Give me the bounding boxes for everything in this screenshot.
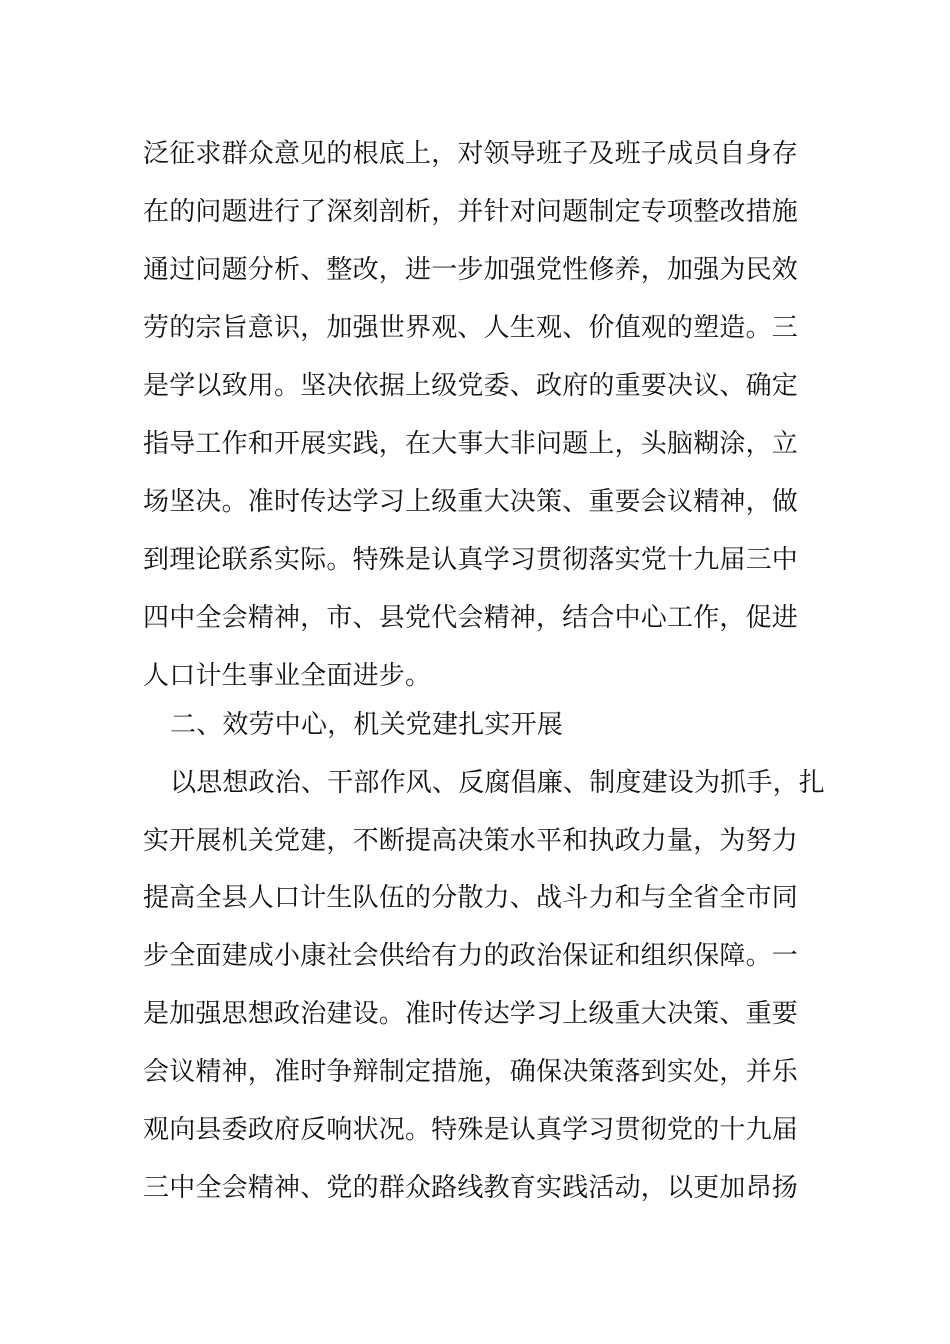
text-line: 步全面建成小康社会供给有力的政治保证和组织保障。一	[143, 941, 799, 971]
text-line: 是学以致用。坚决依据上级党委、政府的重要决议、确定	[143, 371, 799, 401]
text-line: 观向县委政府反响状况。特殊是认真学习贯彻党的十九届	[143, 1115, 799, 1145]
text-line: 到理论联系实际。特殊是认真学习贯彻落实党十九届三中	[143, 545, 799, 575]
text-line: 以思想政治、干部作风、反腐倡廉、制度建设为抓手，扎	[170, 768, 826, 798]
text-line: 通过问题分析、整改，进一步加强党性修养，加强为民效	[143, 255, 799, 285]
text-line: 人口计生事业全面进步。	[143, 661, 432, 691]
text-line: 提高全县人口计生队伍的分散力、战斗力和与全省全市同	[143, 883, 799, 913]
section-heading: 二、效劳中心，机关党建扎实开展	[170, 710, 564, 740]
text-line: 四中全会精神，市、县党代会精神，结合中心工作，促进	[143, 603, 799, 633]
text-line: 会议精神，准时争辩制定措施，确保决策落到实处，并乐	[143, 1057, 799, 1087]
text-line: 是加强思想政治建设。准时传达学习上级重大决策、重要	[143, 999, 799, 1029]
text-line: 泛征求群众意见的根底上，对领导班子及班子成员自身存	[143, 139, 799, 169]
text-line: 实开展机关党建，不断提高决策水平和执政力量，为努力	[143, 826, 799, 856]
text-line: 三中全会精神、党的群众路线教育实践活动，以更加昂扬	[143, 1173, 799, 1203]
text-line: 场坚决。准时传达学习上级重大决策、重要会议精神，做	[143, 487, 799, 517]
text-line: 劳的宗旨意识，加强世界观、人生观、价值观的塑造。三	[143, 313, 799, 343]
text-line: 在的问题进行了深刻剖析，并针对问题制定专项整改措施	[143, 197, 799, 227]
text-line: 指导工作和开展实践，在大事大非问题上，头脑糊涂，立	[143, 429, 799, 459]
